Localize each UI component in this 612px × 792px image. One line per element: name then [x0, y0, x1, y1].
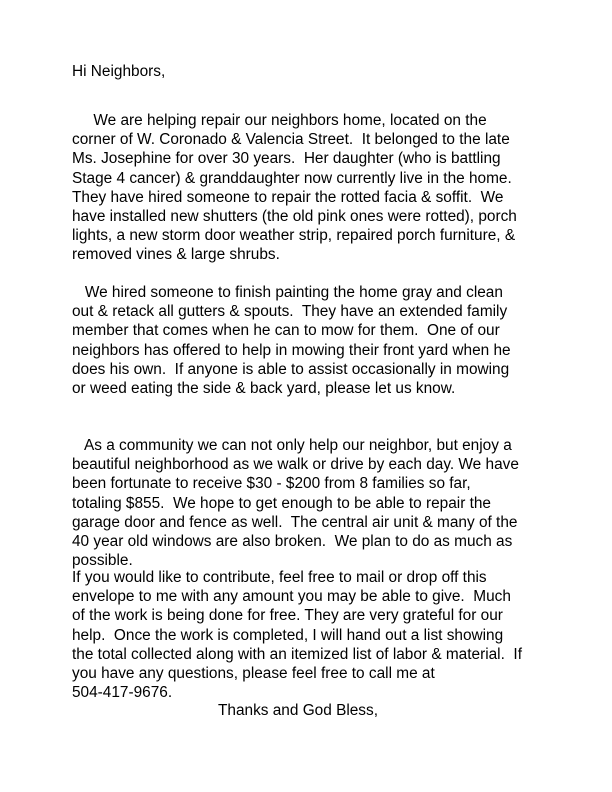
paragraph-community — [72, 436, 552, 570]
paragraph-line: removed vines & large shrubs. — [72, 246, 280, 264]
paragraph-line: As a community we can not only help our neighbor, but enjoy a — [72, 437, 512, 454]
paragraph-line: Ms. Josephine for over 30 years. Her daughter (who is battling — [72, 150, 501, 168]
paragraph-line: member that comes when he can to mow for them. One of our — [72, 322, 500, 340]
paragraph-line: They have hired someone to repair the rotted facia & soffit. We — [72, 188, 504, 206]
paragraph-line: neighbors has offered to help in mowing their front yard when he — [72, 341, 511, 359]
paragraph-line: the total collected along with an itemized list of labor & material. If — [72, 645, 522, 663]
paragraph-painting — [72, 283, 552, 398]
greeting — [72, 62, 552, 81]
greeting-line: Hi Neighbors, — [72, 63, 166, 80]
paragraph-line: 40 year old windows are also broken. We plan to do as much as — [72, 532, 513, 550]
paragraph-line: We are helping repair our neighbors home, located on the — [72, 112, 487, 129]
paragraph-line: help. Once the work is completed, I will hand out a list showing — [72, 626, 504, 644]
phone-number: 504-417-9676. — [72, 684, 173, 702]
paragraph-line: have installed new shutters (the old pink ones were rotted), porch — [72, 207, 517, 225]
paragraph-line: totaling $855. We hope to get enough to be able to repair the — [72, 494, 491, 512]
paragraph-line: you have any questions, please feel free to call me at — [72, 664, 435, 682]
paragraph-line: corner of W. Coronado & Valencia Street. It belonged to the late — [72, 131, 510, 149]
paragraph-line: possible. — [72, 552, 133, 570]
paragraph-line: If you would like to contribute, feel free to mail or drop off this — [72, 569, 487, 586]
paragraph-line: beautiful neighborhood as we walk or drive by each day. We have — [72, 456, 519, 474]
paragraph-line: Stage 4 cancer) & granddaughter now currently live in the home. — [72, 169, 512, 187]
paragraph-line: been fortunate to receive $30 - $200 from 8 families so far, — [72, 475, 471, 493]
paragraph-repairs — [72, 111, 552, 265]
paragraph-line: envelope to me with any amount you may be able to give. Much — [72, 588, 511, 606]
paragraph-line: garage door and fence as well. The central air unit & many of the — [72, 513, 518, 531]
paragraph-line: out & retack all gutters & spouts. They have an extended family — [72, 303, 508, 321]
paragraph-contribute — [72, 568, 552, 702]
paragraph-line: or weed eating the side & back yard, please let us know. — [72, 379, 456, 397]
paragraph-line: lights, a new storm door weather strip, repaired porch furniture, & — [72, 227, 516, 245]
paragraph-line: does his own. If anyone is able to assist occasionally in mowing — [72, 360, 510, 378]
paragraph-line: of the work is being done for free. They are very grateful for our — [72, 607, 503, 625]
paragraph-line: We hired someone to finish painting the home gray and clean — [72, 284, 503, 301]
closing-signoff: Thanks and God Bless, — [218, 702, 378, 719]
